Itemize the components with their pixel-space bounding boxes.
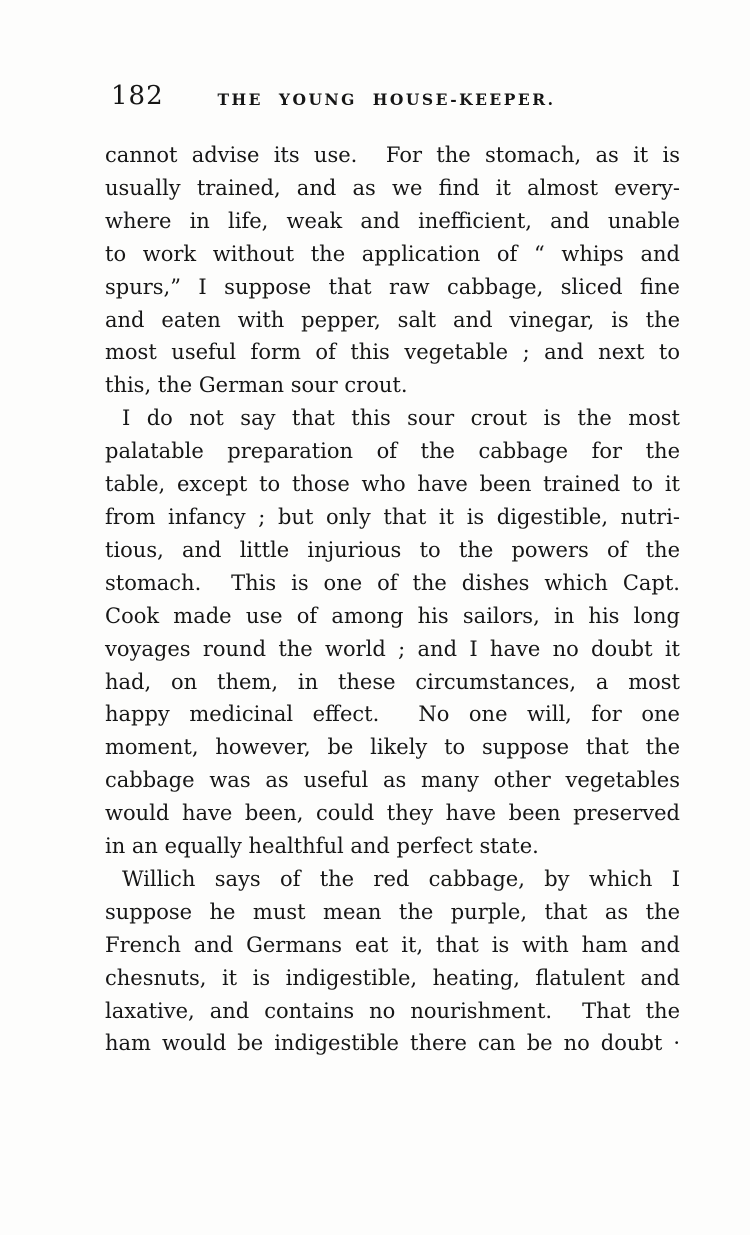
text-line: voyages round the world ; and I have no doubt it — [105, 636, 680, 661]
text-line: in an equally healthful and perfect state. — [105, 834, 539, 859]
text-line: suppose he must mean the purple, that as the — [105, 899, 680, 924]
text-line: and eaten with pepper, salt and vinegar, is the — [105, 307, 680, 332]
text-line: to work without the application of “ whips and — [105, 241, 680, 266]
text-line: stomach. This is one of the dishes which Capt. — [105, 570, 680, 595]
paragraph — [105, 139, 680, 402]
text-line: spurs,” I suppose that raw cabbage, sliced fine — [105, 274, 680, 299]
text-line: most useful form of this vegetable ; and next to — [105, 340, 680, 365]
text-line: cannot advise its use. For the stomach, as it is — [105, 143, 680, 167]
text-line: had, on them, in these circumstances, a most — [105, 669, 680, 694]
text-line: palatable preparation of the cabbage for the — [105, 439, 680, 464]
text-line: ham would be indigestible there can be no doubt · — [105, 1031, 680, 1056]
text-line: I do not say that this sour crout is the most — [122, 406, 680, 431]
page-header — [105, 83, 680, 113]
text-line: usually trained, and as we find it almost every- — [105, 175, 680, 200]
running-title: THE YOUNG HOUSE-KEEPER. — [217, 90, 556, 109]
paragraph — [105, 402, 680, 863]
text-line: chesnuts, it is indigestible, heating, flatulent and — [105, 965, 680, 990]
text-line: where in life, weak and inefficient, and unable — [105, 208, 680, 233]
paragraph — [105, 863, 680, 1060]
text-line: from infancy ; but only that it is digestible, nutri- — [105, 504, 680, 529]
text-line: this, the German sour crout. — [105, 373, 408, 398]
text-line: cabbage was as useful as many other vegetables — [105, 768, 680, 793]
body-text — [105, 139, 680, 1060]
text-line: tious, and little injurious to the powers of the — [105, 537, 680, 562]
text-line: moment, however, be likely to suppose that the — [105, 735, 680, 760]
text-line: French and Germans eat it, that is with ham and — [105, 932, 680, 957]
text-line: table, except to those who have been trained to it — [105, 472, 680, 497]
text-line: would have been, could they have been preserved — [105, 801, 680, 826]
text-line: laxative, and contains no nourishment. That the — [105, 998, 680, 1023]
text-line: Cook made use of among his sailors, in his long — [105, 603, 680, 628]
text-line: happy medicinal effect. No one will, for one — [105, 702, 680, 727]
page-number: 182 — [111, 81, 164, 111]
text-line: Willich says of the red cabbage, by which I — [122, 866, 680, 891]
